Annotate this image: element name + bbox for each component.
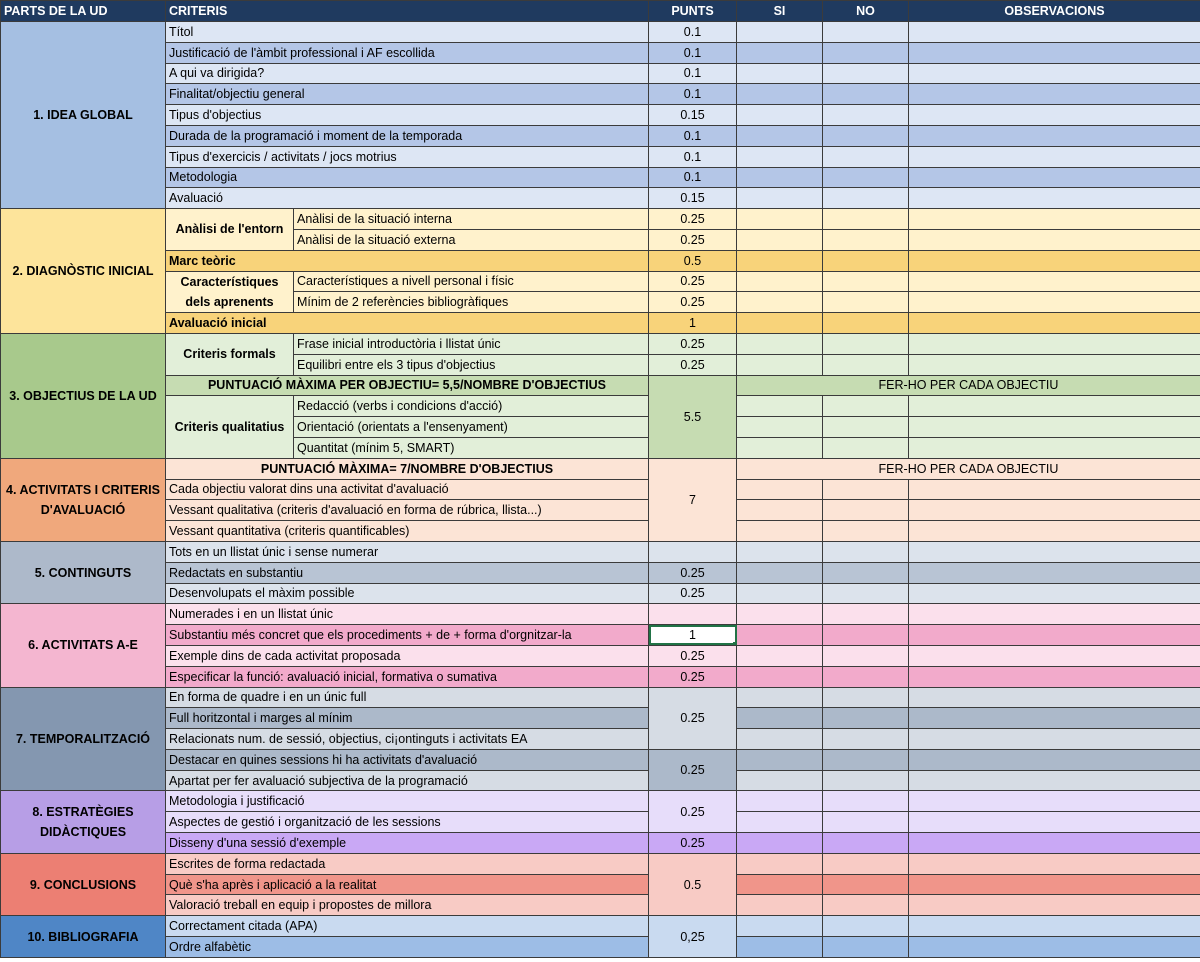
- si-cell[interactable]: [737, 666, 823, 687]
- si-cell[interactable]: [737, 583, 823, 604]
- no-cell[interactable]: [823, 229, 909, 250]
- punts-cell[interactable]: 0.25: [649, 666, 737, 687]
- punts-cell[interactable]: 0.25: [649, 354, 737, 375]
- criteria-cell[interactable]: Tots en un llistat únic i sense numerar: [166, 541, 649, 562]
- punts-cell[interactable]: 0.25: [649, 583, 737, 604]
- no-cell[interactable]: [823, 188, 909, 209]
- si-cell[interactable]: [737, 167, 823, 188]
- criteria-cell[interactable]: Escrites de forma redactada: [166, 853, 649, 874]
- si-cell[interactable]: [737, 729, 823, 750]
- criteria-cell[interactable]: Disseny d'una sessió d'exemple: [166, 833, 649, 854]
- observacions-cell[interactable]: [909, 500, 1200, 521]
- no-cell[interactable]: [823, 687, 909, 708]
- si-cell[interactable]: [737, 895, 823, 916]
- no-cell[interactable]: [823, 22, 909, 43]
- no-cell[interactable]: [823, 105, 909, 126]
- table-row: [1, 42, 1200, 63]
- no-cell[interactable]: [823, 42, 909, 63]
- header-parts[interactable]: PARTS DE LA UD: [1, 1, 166, 22]
- si-cell[interactable]: [737, 749, 823, 770]
- part-s9[interactable]: 9. CONCLUSIONS: [1, 853, 166, 915]
- si-cell[interactable]: [737, 105, 823, 126]
- no-cell[interactable]: [823, 292, 909, 313]
- si-cell[interactable]: [737, 42, 823, 63]
- observacions-cell[interactable]: [909, 937, 1200, 958]
- table-row: [1, 521, 1200, 542]
- table-row: [1, 271, 1200, 292]
- no-cell[interactable]: [823, 417, 909, 438]
- si-cell[interactable]: [737, 645, 823, 666]
- table-row: [1, 583, 1200, 604]
- table-row: [1, 812, 1200, 833]
- si-cell[interactable]: [737, 625, 823, 646]
- criteria-cell[interactable]: Metodologia: [166, 167, 649, 188]
- observacions-cell[interactable]: [909, 417, 1200, 438]
- part-s5[interactable]: 5. CONTINGUTS: [1, 541, 166, 603]
- no-cell[interactable]: [823, 625, 909, 646]
- table-row: [1, 458, 1200, 479]
- si-cell[interactable]: [737, 937, 823, 958]
- criteria-cell[interactable]: Correctament citada (APA): [166, 916, 649, 937]
- observacions-cell[interactable]: [909, 708, 1200, 729]
- si-cell[interactable]: [737, 874, 823, 895]
- criteria-cell[interactable]: Vessant qualitativa (criteris d'avaluació en forma de rúbrica, llista...): [166, 500, 649, 521]
- no-cell[interactable]: [823, 812, 909, 833]
- si-cell[interactable]: [737, 500, 823, 521]
- punts-cell[interactable]: 5.5: [649, 375, 737, 458]
- punts-cell[interactable]: 0.25: [649, 271, 737, 292]
- criteria-cell[interactable]: Cada objectiu valorat dins una activitat d'avaluació: [166, 479, 649, 500]
- criteria-cell[interactable]: Justificació de l'àmbit professional i AF escollida: [166, 42, 649, 63]
- table-row: [1, 562, 1200, 583]
- header-punts[interactable]: PUNTS: [649, 1, 737, 22]
- no-cell[interactable]: [823, 271, 909, 292]
- no-cell[interactable]: [823, 125, 909, 146]
- table-row: [1, 250, 1200, 271]
- si-cell[interactable]: [737, 396, 823, 417]
- criteria-cell[interactable]: Tipus d'exercicis / activitats / jocs motrius: [166, 146, 649, 167]
- punts-cell[interactable]: 0.25: [649, 749, 737, 791]
- no-cell[interactable]: [823, 479, 909, 500]
- si-cell[interactable]: [737, 437, 823, 458]
- no-cell[interactable]: [823, 749, 909, 770]
- observacions-cell[interactable]: [909, 146, 1200, 167]
- table-row: [1, 146, 1200, 167]
- no-cell[interactable]: [823, 604, 909, 625]
- criteria-cell[interactable]: A qui va dirigida?: [166, 63, 649, 84]
- header-criteris[interactable]: CRITERIS: [166, 1, 649, 22]
- no-cell[interactable]: [823, 833, 909, 854]
- punts-cell[interactable]: 0.1: [649, 84, 737, 105]
- criteria-cell[interactable]: Frase inicial introductòria i llistat únic: [294, 333, 649, 354]
- observacions-cell[interactable]: [909, 874, 1200, 895]
- observacions-cell[interactable]: [909, 292, 1200, 313]
- observacions-cell[interactable]: [909, 521, 1200, 542]
- si-cell[interactable]: [737, 853, 823, 874]
- criteria-cell[interactable]: Vessant quantitativa (criteris quantificables): [166, 521, 649, 542]
- criteria-cell[interactable]: Redacció (verbs i condicions d'acció): [294, 396, 649, 417]
- no-cell[interactable]: [823, 250, 909, 271]
- criteria-cell[interactable]: Anàlisi de la situació externa: [294, 229, 649, 250]
- observacions-cell[interactable]: [909, 42, 1200, 63]
- observacions-cell[interactable]: [909, 396, 1200, 417]
- observacions-cell[interactable]: [909, 749, 1200, 770]
- fer-ho-cell[interactable]: FER-HO PER CADA OBJECTIU: [737, 458, 1200, 479]
- si-cell[interactable]: [737, 292, 823, 313]
- criteria-cell[interactable]: Equilibri entre els 3 tipus d'objectius: [294, 354, 649, 375]
- no-cell[interactable]: [823, 916, 909, 937]
- part-objectius[interactable]: 3. OBJECTIUS DE LA UD: [1, 333, 166, 458]
- observacions-cell[interactable]: [909, 770, 1200, 791]
- observacions-cell[interactable]: [909, 666, 1200, 687]
- observacions-cell[interactable]: [909, 895, 1200, 916]
- si-cell[interactable]: [737, 916, 823, 937]
- no-cell[interactable]: [823, 583, 909, 604]
- table-row: [1, 396, 1200, 417]
- fer-ho-cell[interactable]: FER-HO PER CADA OBJECTIU: [737, 375, 1200, 396]
- table-row: [1, 541, 1200, 562]
- si-cell[interactable]: [737, 417, 823, 438]
- si-cell[interactable]: [737, 604, 823, 625]
- criteria-cell[interactable]: Què s'ha après i aplicació a la realitat: [166, 874, 649, 895]
- punts-cell[interactable]: 0.25: [649, 645, 737, 666]
- table-row: [1, 708, 1200, 729]
- punts-cell[interactable]: 0.25: [649, 791, 737, 833]
- table-row: [1, 188, 1200, 209]
- table-row: [1, 895, 1200, 916]
- observacions-cell[interactable]: [909, 812, 1200, 833]
- si-cell[interactable]: [737, 354, 823, 375]
- observacions-cell[interactable]: [909, 687, 1200, 708]
- si-cell[interactable]: [737, 541, 823, 562]
- criteria-cell[interactable]: Títol: [166, 22, 649, 43]
- punts-cell[interactable]: 0.25: [649, 833, 737, 854]
- observacions-cell[interactable]: [909, 916, 1200, 937]
- punts-cell[interactable]: 0.1: [649, 125, 737, 146]
- criteria-cell[interactable]: Metodologia i justificació: [166, 791, 649, 812]
- part-activitats-criteris[interactable]: 4. ACTIVITATS I CRITERIS D'AVALUACIÓ: [1, 458, 166, 541]
- part-diagnostic-inicial[interactable]: 2. DIAGNÒSTIC INICIAL: [1, 209, 166, 334]
- punts-cell[interactable]: 0.1: [649, 42, 737, 63]
- punts-cell[interactable]: 0.1: [649, 146, 737, 167]
- observacions-cell[interactable]: [909, 229, 1200, 250]
- table-row: [1, 770, 1200, 791]
- table-row: [1, 791, 1200, 812]
- criteria-cell[interactable]: Orientació (orientats a l'ensenyament): [294, 417, 649, 438]
- header-observacions[interactable]: OBSERVACIONS: [909, 1, 1200, 22]
- no-cell[interactable]: [823, 63, 909, 84]
- no-cell[interactable]: [823, 562, 909, 583]
- punts-cell[interactable]: 0.1: [649, 22, 737, 43]
- observacions-cell[interactable]: [909, 105, 1200, 126]
- table-row: [1, 853, 1200, 874]
- observacions-cell[interactable]: [909, 354, 1200, 375]
- punts-cell[interactable]: 0.15: [649, 188, 737, 209]
- si-cell[interactable]: [737, 521, 823, 542]
- observacions-cell[interactable]: [909, 625, 1200, 646]
- part-s6[interactable]: 6. ACTIVITATS A-E: [1, 604, 166, 687]
- punts-cell[interactable]: 1: [649, 625, 737, 646]
- criteria-cell[interactable]: Valoració treball en equip i propostes de millora: [166, 895, 649, 916]
- table-row: [1, 105, 1200, 126]
- observacions-cell[interactable]: [909, 167, 1200, 188]
- header-row: [1, 1, 1200, 22]
- si-cell[interactable]: [737, 791, 823, 812]
- criteria-cell[interactable]: Substantiu més concret que els procediments + de + forma d'orgnitzar-la: [166, 625, 649, 646]
- observacions-cell[interactable]: [909, 479, 1200, 500]
- table-row: [1, 313, 1200, 334]
- observacions-cell[interactable]: [909, 250, 1200, 271]
- no-cell[interactable]: [823, 167, 909, 188]
- si-cell[interactable]: [737, 63, 823, 84]
- punts-cell[interactable]: 0.5: [649, 853, 737, 915]
- table-row: [1, 833, 1200, 854]
- subcategory-cell[interactable]: Anàlisi de l'entorn: [166, 209, 294, 251]
- table-row: [1, 500, 1200, 521]
- no-cell[interactable]: [823, 146, 909, 167]
- observacions-cell[interactable]: [909, 22, 1200, 43]
- no-cell[interactable]: [823, 396, 909, 417]
- no-cell[interactable]: [823, 209, 909, 230]
- punts-cell[interactable]: 0.25: [649, 562, 737, 583]
- no-cell[interactable]: [823, 521, 909, 542]
- table-row: [1, 666, 1200, 687]
- part-temporalitzacio[interactable]: 7. TEMPORALITZACIÓ: [1, 687, 166, 791]
- observacions-cell[interactable]: [909, 271, 1200, 292]
- observacions-cell[interactable]: [909, 604, 1200, 625]
- observacions-cell[interactable]: [909, 562, 1200, 583]
- si-cell[interactable]: [737, 125, 823, 146]
- part-s10[interactable]: 10. BIBLIOGRAFIA: [1, 916, 166, 958]
- observacions-cell[interactable]: [909, 313, 1200, 334]
- no-cell[interactable]: [823, 541, 909, 562]
- observacions-cell[interactable]: [909, 209, 1200, 230]
- criteria-cell[interactable]: Anàlisi de la situació interna: [294, 209, 649, 230]
- criteria-cell[interactable]: Aspectes de gestió i organització de les sessions: [166, 812, 649, 833]
- table-row: [1, 479, 1200, 500]
- header-si[interactable]: SI: [737, 1, 823, 22]
- table-row: [1, 84, 1200, 105]
- punts-cell[interactable]: 0.25: [649, 229, 737, 250]
- table-row: [1, 375, 1200, 396]
- criteria-cell[interactable]: Full horitzontal i marges al mínim: [166, 708, 649, 729]
- criteria-cell[interactable]: Durada de la programació i moment de la temporada: [166, 125, 649, 146]
- criteria-cell[interactable]: Especificar la funció: avaluació inicial, formativa o sumativa: [166, 666, 649, 687]
- criteria-cell[interactable]: Apartat per fer avaluació subjectiva de la programació: [166, 770, 649, 791]
- si-cell[interactable]: [737, 313, 823, 334]
- observacions-cell[interactable]: [909, 833, 1200, 854]
- no-cell[interactable]: [823, 708, 909, 729]
- table-row: [1, 604, 1200, 625]
- criteria-cell[interactable]: Relacionats num. de sessió, objectius, ci¡ontinguts i activitats EA: [166, 729, 649, 750]
- punts-cell[interactable]: 0.25: [649, 292, 737, 313]
- header-no[interactable]: NO: [823, 1, 909, 22]
- criteria-cell[interactable]: Tipus d'objectius: [166, 105, 649, 126]
- criteria-cell[interactable]: Quantitat (mínim 5, SMART): [294, 437, 649, 458]
- si-cell[interactable]: [737, 708, 823, 729]
- no-cell[interactable]: [823, 791, 909, 812]
- subcategory-cell[interactable]: Criteris formals: [166, 333, 294, 375]
- no-cell[interactable]: [823, 666, 909, 687]
- criteria-cell[interactable]: Destacar en quines sessions hi ha activitats d'avaluació: [166, 749, 649, 770]
- table-row: [1, 167, 1200, 188]
- criteria-cell[interactable]: Redactats en substantiu: [166, 562, 649, 583]
- criteria-cell[interactable]: Ordre alfabètic: [166, 937, 649, 958]
- table-row: [1, 687, 1200, 708]
- observacions-cell[interactable]: [909, 729, 1200, 750]
- table-row: [1, 22, 1200, 43]
- part-estrategies[interactable]: 8. ESTRATÈGIES DIDÀCTIQUES: [1, 791, 166, 853]
- table-row: [1, 209, 1200, 230]
- si-cell[interactable]: [737, 229, 823, 250]
- observacions-cell[interactable]: [909, 63, 1200, 84]
- criteria-cell[interactable]: Desenvolupats el màxim possible: [166, 583, 649, 604]
- criteria-cell[interactable]: Avaluació inicial: [166, 313, 649, 334]
- punts-cell[interactable]: [649, 541, 737, 562]
- punts-cell[interactable]: 7: [649, 458, 737, 541]
- si-cell[interactable]: [737, 146, 823, 167]
- no-cell[interactable]: [823, 645, 909, 666]
- si-cell[interactable]: [737, 271, 823, 292]
- table-row: [1, 729, 1200, 750]
- si-cell[interactable]: [737, 770, 823, 791]
- criteria-cell[interactable]: Mínim de 2 referències bibliogràfiques: [294, 292, 649, 313]
- si-cell[interactable]: [737, 479, 823, 500]
- observacions-cell[interactable]: [909, 583, 1200, 604]
- si-cell[interactable]: [737, 333, 823, 354]
- table-row: [1, 645, 1200, 666]
- observacions-cell[interactable]: [909, 84, 1200, 105]
- si-cell[interactable]: [737, 687, 823, 708]
- observacions-cell[interactable]: [909, 125, 1200, 146]
- criteria-cell[interactable]: Marc teòric: [166, 250, 649, 271]
- punts-cell[interactable]: 0.1: [649, 63, 737, 84]
- table-row: [1, 916, 1200, 937]
- punts-cell[interactable]: 0,25: [649, 916, 737, 958]
- part-idea-global[interactable]: 1. IDEA GLOBAL: [1, 22, 166, 209]
- subcategory-cell[interactable]: Característiques dels aprenents: [166, 271, 294, 313]
- observacions-cell[interactable]: [909, 645, 1200, 666]
- si-cell[interactable]: [737, 84, 823, 105]
- si-cell[interactable]: [737, 833, 823, 854]
- no-cell[interactable]: [823, 895, 909, 916]
- no-cell[interactable]: [823, 937, 909, 958]
- table-row: [1, 333, 1200, 354]
- observacions-cell[interactable]: [909, 333, 1200, 354]
- table-row: [1, 63, 1200, 84]
- observacions-cell[interactable]: [909, 541, 1200, 562]
- criteria-cell[interactable]: En forma de quadre i en un únic full: [166, 687, 649, 708]
- si-cell[interactable]: [737, 188, 823, 209]
- punts-cell[interactable]: 0.25: [649, 209, 737, 230]
- si-cell[interactable]: [737, 250, 823, 271]
- si-cell[interactable]: [737, 22, 823, 43]
- criteria-cell[interactable]: Característiques a nivell personal i físic: [294, 271, 649, 292]
- si-cell[interactable]: [737, 812, 823, 833]
- no-cell[interactable]: [823, 770, 909, 791]
- punts-cell[interactable]: 0.15: [649, 105, 737, 126]
- punts-cell[interactable]: 1: [649, 313, 737, 334]
- punts-cell[interactable]: 0.1: [649, 167, 737, 188]
- max-score-cell[interactable]: PUNTUACIÓ MÀXIMA PER OBJECTIU= 5,5/NOMBRE D'OBJECTIUS: [166, 375, 649, 396]
- no-cell[interactable]: [823, 84, 909, 105]
- criteria-cell[interactable]: Finalitat/objectiu general: [166, 84, 649, 105]
- table-row: [1, 937, 1200, 958]
- criteria-cell[interactable]: Avaluació: [166, 188, 649, 209]
- no-cell[interactable]: [823, 333, 909, 354]
- no-cell[interactable]: [823, 500, 909, 521]
- si-cell[interactable]: [737, 209, 823, 230]
- observacions-cell[interactable]: [909, 437, 1200, 458]
- table-row: [1, 749, 1200, 770]
- observacions-cell[interactable]: [909, 791, 1200, 812]
- punts-cell[interactable]: 0.25: [649, 333, 737, 354]
- no-cell[interactable]: [823, 354, 909, 375]
- si-cell[interactable]: [737, 562, 823, 583]
- no-cell[interactable]: [823, 313, 909, 334]
- no-cell[interactable]: [823, 729, 909, 750]
- punts-cell[interactable]: [649, 604, 737, 625]
- table-row: [1, 125, 1200, 146]
- punts-cell[interactable]: 0.25: [649, 687, 737, 749]
- subcategory-cell[interactable]: Criteris qualitatius: [166, 396, 294, 458]
- no-cell[interactable]: [823, 874, 909, 895]
- table-row: [1, 625, 1200, 646]
- table-row: [1, 874, 1200, 895]
- no-cell[interactable]: [823, 437, 909, 458]
- max-score-cell[interactable]: PUNTUACIÓ MÀXIMA= 7/NOMBRE D'OBJECTIUS: [166, 458, 649, 479]
- observacions-cell[interactable]: [909, 188, 1200, 209]
- criteria-cell[interactable]: Exemple dins de cada activitat proposada: [166, 645, 649, 666]
- criteria-cell[interactable]: Numerades i en un llistat únic: [166, 604, 649, 625]
- observacions-cell[interactable]: [909, 853, 1200, 874]
- no-cell[interactable]: [823, 853, 909, 874]
- punts-cell[interactable]: 0.5: [649, 250, 737, 271]
